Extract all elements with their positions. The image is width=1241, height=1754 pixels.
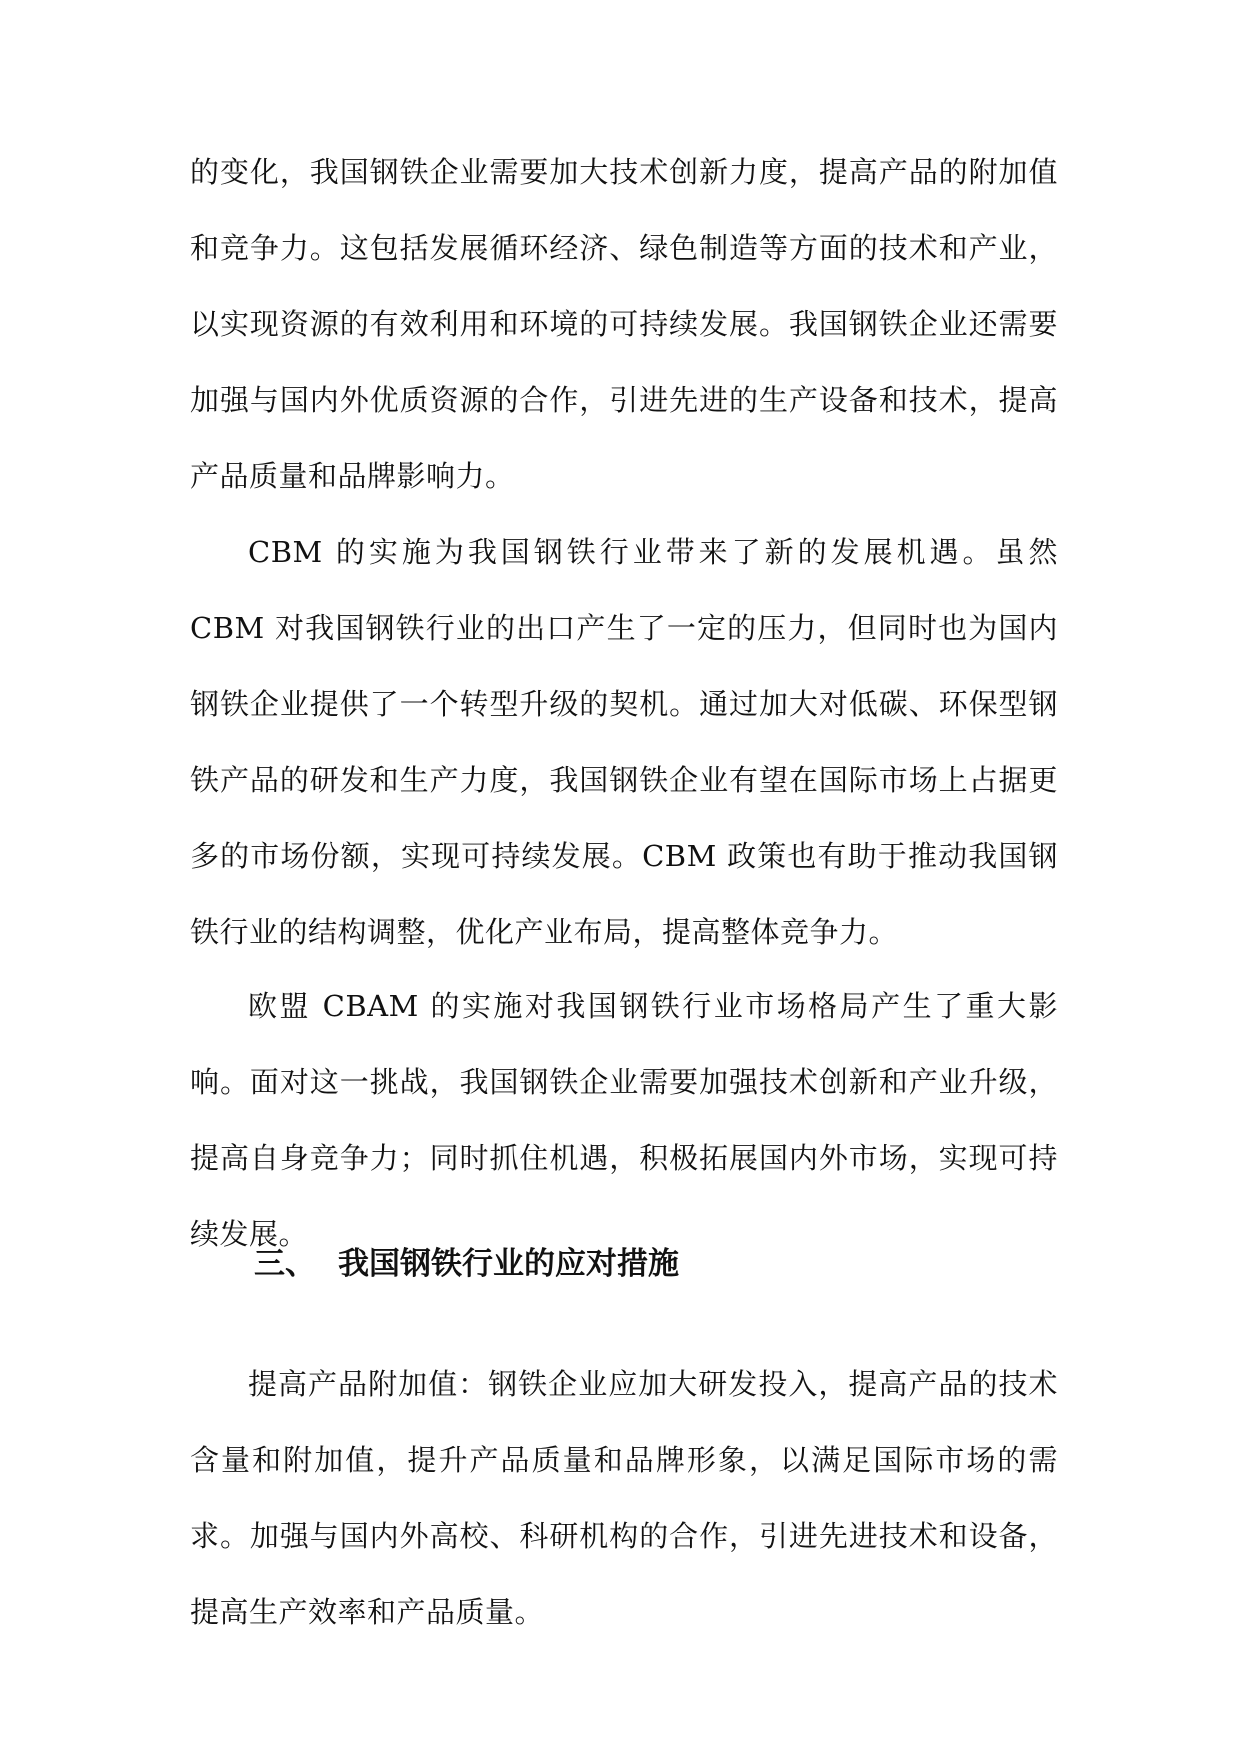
- paragraph-text: 的变化，我国钢铁企业需要加大技术创新力度，提高产品的附加值和竞争力。这包括发展循环经济、绿色制造等方面的技术和产业，以实现资源的有效利用和环境的可持续发展。我国钢铁企业还需要加强与国内外优质资源的合作，引进先进的生产设备和技术，提高产品质量和品牌影响力。: [190, 155, 1058, 493]
- paragraph-text: CBM 的实施为我国钢铁行业带来了新的发展机遇。虽然 CBM 对我国钢铁行业的出口产生了一定的压力，但同时也为国内钢铁企业提供了一个转型升级的契机。通过加大对低碳、环保型钢铁产品的研发和生产力度，我国钢铁企业有望在国际市场上占据更多的市场份额，实现可持续发展。CBM 政策也有助于推动我国钢铁行业的结构调整，优化产业布局，提高整体竞争力。: [190, 535, 1058, 949]
- paragraph-text: 欧盟 CBAM 的实施对我国钢铁行业市场格局产生了重大影响。面对这一挑战，我国钢铁企业需要加强技术创新和产业升级，提高自身竞争力；同时抓住机遇，积极拓展国内外市场，实现可持续发展。: [190, 989, 1058, 1251]
- paragraph-value-added: [190, 1346, 1058, 1650]
- section-heading: [254, 1234, 679, 1294]
- paragraph-text: 提高产品附加值：钢铁企业应加大研发投入，提高产品的技术含量和附加值，提升产品质量和品牌形象，以满足国际市场的需求。加强与国内外高校、科研机构的合作，引进先进技术和设备，提高生产效率和产品质量。: [190, 1367, 1058, 1629]
- paragraph-cbm-opportunity: [190, 514, 1058, 970]
- section-title: 我国钢铁行业的应对措施: [338, 1246, 679, 1282]
- section-number: 三、: [254, 1246, 316, 1282]
- paragraph-continuation: [190, 134, 1058, 514]
- paragraph-cbam-impact: [190, 968, 1058, 1272]
